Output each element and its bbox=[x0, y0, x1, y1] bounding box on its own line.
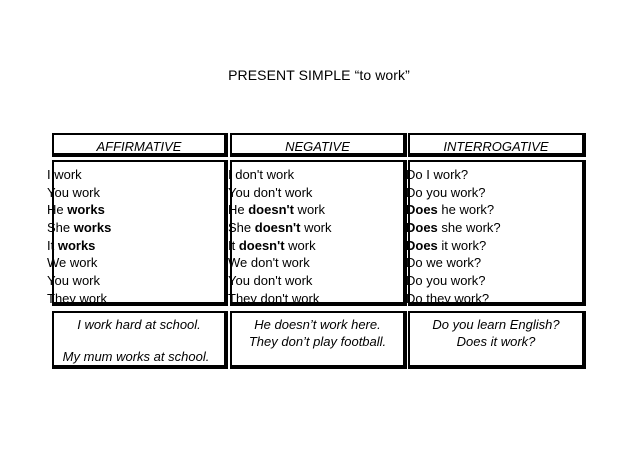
bold-verb-form: Does bbox=[406, 220, 438, 236]
form-text: Do I work? bbox=[406, 167, 469, 182]
form-text: work bbox=[284, 237, 316, 253]
interrogative-examples bbox=[408, 311, 586, 369]
form-text: he work? bbox=[437, 202, 495, 218]
form-text: You don't work bbox=[228, 273, 313, 289]
affirmative-example-2: My mum works at school. bbox=[62, 349, 210, 364]
form-text: You work bbox=[47, 184, 100, 200]
form-text: I don't work bbox=[228, 167, 295, 182]
negative-example-2: They don’t play football. bbox=[248, 334, 387, 349]
negative-form-line bbox=[228, 290, 403, 308]
affirmative-example-1: I work hard at school. bbox=[77, 317, 201, 332]
interrogative-form-line bbox=[406, 237, 582, 255]
affirmative-form-line bbox=[47, 254, 224, 272]
affirmative-forms bbox=[47, 160, 228, 306]
form-text: She bbox=[47, 220, 74, 236]
interrogative-example-2: Does it work? bbox=[456, 334, 536, 349]
negative-list bbox=[228, 166, 403, 308]
negative-examples bbox=[230, 311, 407, 369]
negative-form-line bbox=[228, 201, 403, 219]
interrogative-forms bbox=[408, 160, 586, 306]
interrogative-form-line bbox=[406, 219, 582, 237]
bold-verb-form: Does bbox=[406, 237, 438, 253]
form-text: He bbox=[228, 202, 249, 218]
form-text: she work? bbox=[437, 220, 501, 236]
interrogative-list bbox=[406, 166, 582, 308]
bold-verb-form: works bbox=[67, 202, 105, 218]
form-text: it work? bbox=[437, 237, 487, 253]
header-affirmative-label: AFFIRMATIVE bbox=[96, 139, 182, 154]
affirmative-form-line bbox=[47, 290, 224, 308]
interrogative-form-line bbox=[406, 201, 582, 219]
page-title: PRESENT SIMPLE “to work” bbox=[228, 67, 410, 83]
form-text: work bbox=[293, 202, 325, 218]
form-text: We work bbox=[47, 255, 98, 271]
form-text: Do you work? bbox=[406, 273, 486, 289]
interrogative-form-line bbox=[406, 254, 582, 272]
interrogative-example-1: Do you learn English? bbox=[432, 317, 560, 332]
negative-form-line bbox=[228, 184, 403, 202]
negative-example-1: He doesn’t work here. bbox=[254, 317, 381, 332]
form-text: You don't work bbox=[228, 184, 313, 200]
header-negative bbox=[230, 133, 407, 157]
header-interrogative bbox=[408, 133, 586, 157]
header-negative-label: NEGATIVE bbox=[285, 139, 350, 154]
interrogative-form-line bbox=[406, 272, 582, 290]
affirmative-form-line bbox=[47, 166, 224, 184]
interrogative-form-line bbox=[406, 290, 582, 308]
form-text: Do we work? bbox=[406, 255, 482, 271]
header-affirmative bbox=[52, 133, 228, 157]
bold-verb-form: doesn't bbox=[238, 237, 285, 253]
form-text: work bbox=[300, 220, 332, 236]
form-text: They don't work bbox=[228, 290, 320, 306]
affirmative-form-line bbox=[47, 272, 224, 290]
negative-form-line bbox=[228, 272, 403, 290]
affirmative-form-line bbox=[47, 237, 224, 255]
negative-form-line bbox=[228, 237, 403, 255]
interrogative-form-line bbox=[406, 184, 582, 202]
negative-form-line bbox=[228, 166, 403, 184]
affirmative-form-line bbox=[47, 201, 224, 219]
form-text: I work bbox=[47, 167, 82, 182]
negative-forms bbox=[230, 160, 407, 306]
form-text: We don't work bbox=[228, 255, 310, 271]
bold-verb-form: Does bbox=[406, 202, 438, 218]
header-interrogative-label: INTERROGATIVE bbox=[443, 139, 549, 154]
bold-verb-form: works bbox=[73, 220, 112, 236]
negative-form-line bbox=[228, 254, 403, 272]
bold-verb-form: works bbox=[57, 237, 96, 253]
affirmative-form-line bbox=[47, 219, 224, 237]
bold-verb-form: doesn't bbox=[248, 202, 294, 218]
form-text: It bbox=[47, 237, 58, 253]
bold-verb-form: doesn't bbox=[254, 220, 301, 236]
form-text: It bbox=[228, 237, 239, 253]
form-text: Do you work? bbox=[406, 184, 486, 200]
form-text: They work bbox=[47, 290, 107, 306]
form-text: You work bbox=[47, 273, 100, 289]
negative-form-line bbox=[228, 219, 403, 237]
affirmative-list bbox=[47, 166, 224, 308]
affirmative-form-line bbox=[47, 184, 224, 202]
affirmative-examples bbox=[52, 311, 228, 369]
form-text: She bbox=[228, 220, 255, 236]
interrogative-form-line bbox=[406, 166, 582, 184]
form-text: Do they work? bbox=[406, 290, 490, 306]
form-text: He bbox=[47, 202, 68, 218]
